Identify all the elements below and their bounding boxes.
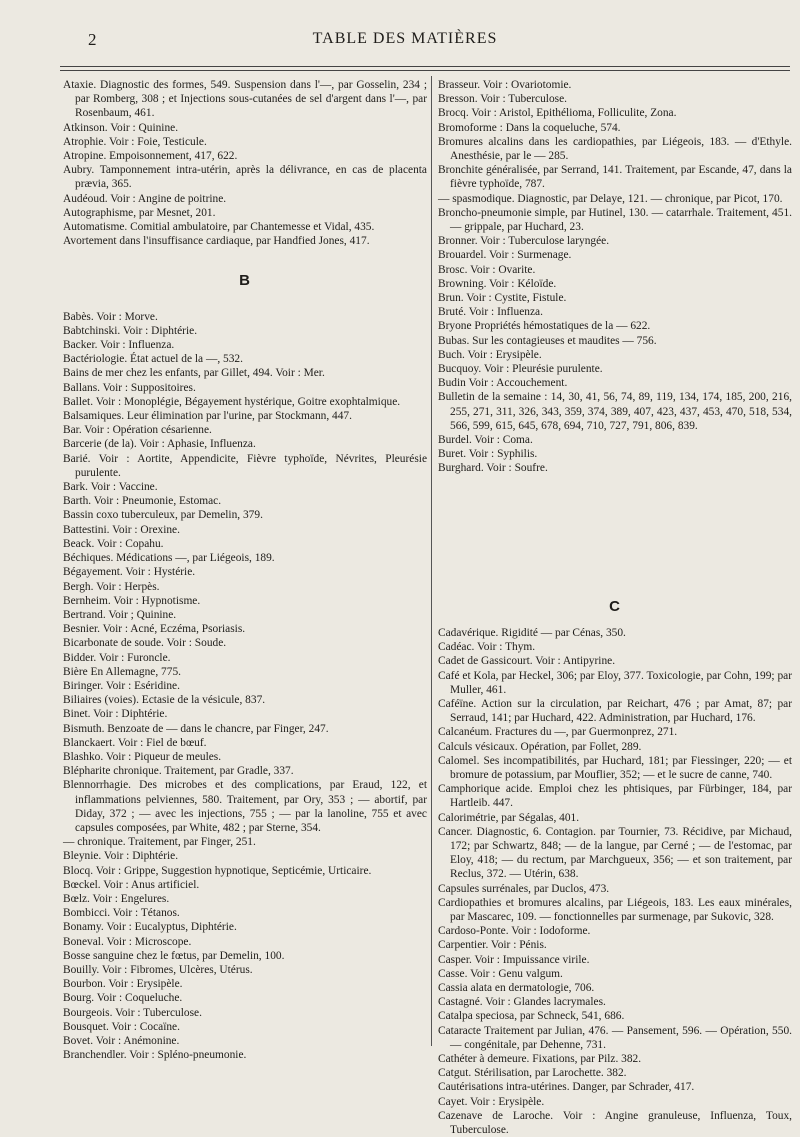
- section-letter-b: B: [239, 272, 251, 290]
- index-entry: Bains de mer chez les enfants, par Gillet, 494. Voir : Mer.: [63, 367, 325, 380]
- index-entry: Audéoud. Voir : Angine de poitrine.: [63, 192, 227, 205]
- running-title: TABLE DES MATIÈRES: [312, 30, 498, 47]
- index-entry: Bovet. Voir : Anémonine.: [63, 1035, 180, 1047]
- index-list-b-continued: [438, 78, 792, 476]
- header-rule-double: [60, 70, 790, 71]
- index-entry: Backer. Voir : Influenza.: [63, 339, 175, 352]
- index-entry: Barié. Voir : Aortite, Appendicite, Fièvre typhoïde, Névrites, Pleurésie purulente.: [63, 452, 427, 479]
- index-entry: Branchendler. Voir : Spléno-pneumonie.: [63, 1049, 247, 1062]
- index-entry: Aubry. Tamponnement intra-utérin, après la délivrance, en cas de placenta prævia, 365.: [63, 164, 427, 191]
- index-entry: Bleynie. Voir : Diphtérie.: [63, 850, 179, 863]
- index-entry: Binet. Voir : Diphtérie.: [63, 708, 168, 721]
- index-entry: Bœckel. Voir : Anus artificiel.: [63, 878, 200, 891]
- index-entry: Calorimétrie, par Ségalas, 401.: [438, 811, 580, 824]
- index-entry: Blépharite chronique. Traitement, par Gradle, 337.: [63, 765, 294, 778]
- index-entry: Bœlz. Voir : Engelures.: [63, 892, 170, 905]
- index-entry: Budin Voir : Accouchement.: [438, 377, 568, 390]
- index-entry: Casse. Voir : Genu valgum.: [438, 967, 563, 980]
- index-entry: Camphorique acide. Emploi chez les phtisiques, par Fürbinger, 184, par Hartleib. 447.: [438, 783, 792, 810]
- index-entry: Bière En Allemagne, 775.: [63, 665, 181, 678]
- index-entry: Cardiopathies et bromures alcalins, par Liégeois, 183. Les eaux minérales, par Mascarec, 109. — fonctionnelles par surmenage, par Sukovic, 328.: [438, 896, 792, 923]
- index-entry: Bourgeois. Voir : Tuberculose.: [63, 1006, 202, 1019]
- index-entry: Atropine. Empoisonnement, 417, 622.: [63, 150, 238, 163]
- index-entry: Besnier. Voir : Acné, Eczéma, Psoriasis.: [63, 623, 246, 636]
- index-entry: Bryone Propriétés hémostatiques de la — 622.: [438, 320, 651, 333]
- index-entry: Cataracte Traitement par Julian, 476. — Pansement, 596. — Opération, 550. — congénitale, par Dehenne, 731.: [438, 1024, 792, 1051]
- index-entry: Cardoso-Ponte. Voir : Iodoforme.: [438, 925, 591, 938]
- index-entry: Cathéter à demeure. Fixations, par Pilz. 382.: [438, 1052, 642, 1065]
- section-letter-c: C: [609, 597, 621, 615]
- index-entry: Cautérisations intra-utérines. Danger, par Schrader, 417.: [438, 1081, 695, 1094]
- index-entry: Babtchinski. Voir : Diphtérie.: [63, 324, 198, 337]
- index-entry: Caféïne. Action sur la circulation, par Reichart, 476 ; par Amat, 87; par Serraud, 141; par Huchard, 422. Administration, par Huchard, 176.: [438, 697, 792, 725]
- index-entry: Barcerie (de la). Voir : Aphasie, Influenza.: [63, 438, 256, 451]
- index-entry: Burdel. Voir : Coma.: [438, 434, 533, 447]
- index-entry: Bromoforme : Dans la coqueluche, 574.: [438, 121, 621, 134]
- index-entry: Atkinson. Voir : Quinine.: [63, 121, 179, 134]
- index-entry: Bourbon. Voir : Erysipèle.: [63, 978, 183, 991]
- index-entry: Brosc. Voir : Ovarite.: [438, 263, 536, 276]
- index-entry: Béchiques. Médications —, par Liégeois, 189.: [63, 552, 275, 565]
- index-entry: Bismuth. Benzoate de — dans le chancre, par Finger, 247.: [63, 722, 329, 735]
- index-entry: Biringer. Voir : Eséridine.: [63, 679, 180, 692]
- index-entry: Bubas. Sur les contagieuses et maudites — 756.: [438, 334, 657, 347]
- index-entry: Brouardel. Voir : Surmenage.: [438, 249, 572, 262]
- index-entry: Cazenave de Laroche. Voir : Angine granuleuse, Influenza, Toux, Tuberculose.: [438, 1109, 792, 1136]
- index-entry: Catalpa speciosa, par Schneck, 541, 686.: [438, 1010, 625, 1023]
- index-entry: Cancer. Diagnostic, 6. Contagion. par Tournier, 73. Récidive, par Michaud, 172; par Schwartz, 848; — de la langue, par Cerné ; — de l'estomac, par Eloy, 418; — du rectum, par Marchgueux, 356; — et son traitement, par Reclus, 372. — Utérin, 638.: [438, 825, 792, 881]
- index-entry: Bactériologie. État actuel de la —, 532.: [63, 353, 243, 366]
- index-entry: Bronchite généralisée, par Serrand, 141. Traitement, par Escande, 47, dans la fièvre typhoïde, 787.: [438, 164, 792, 191]
- index-entry: Brun. Voir : Cystite, Fistule.: [438, 292, 567, 305]
- index-entry: Catgut. Stérilisation, par Larochette. 382.: [438, 1067, 627, 1080]
- index-entry: Broncho-pneumonie simple, par Hutinel, 130. — catarrhale. Traitement, 451. — grippale, par Huchard, 23.: [438, 206, 792, 234]
- index-list-a: [63, 78, 427, 248]
- index-entry: Bégayement. Voir : Hystérie.: [63, 566, 196, 579]
- index-entry: Autographisme, par Mesnet, 201.: [63, 206, 216, 219]
- index-entry: Atrophie. Voir : Foie, Testicule.: [63, 135, 207, 148]
- index-entry: Bulletin de la semaine : 14, 30, 41, 56, 74, 89, 119, 134, 174, 185, 200, 216, 255, 271, 311, 326, 343, 359, 374, 389, 407, 423, 437, 453, 470, 518, 534, 566, 599, 615, 645, 678, 694, 710, 727, 791, 806, 839.: [438, 391, 792, 432]
- index-entry: Blennorrhagie. Des microbes et des complications, par Eraud, 122, et inflammations pelviennes, 580. Traitement, par Ory, 353 ; — abortif, par Diday, 372 ; — avec les injections, 755 ; — par la lanoline, 755 et avec capsules composées, par White, 482 ; par Sterne, 354.: [63, 779, 427, 834]
- index-entry: Casper. Voir : Impuissance virile.: [438, 953, 590, 966]
- index-entry: Blanckaert. Voir : Fiel de bœuf.: [63, 736, 207, 749]
- right-column: [438, 78, 792, 1137]
- index-entry: Carpentier. Voir : Pénis.: [438, 939, 547, 952]
- index-entry: Calculs vésicaux. Opération, par Follet, 289.: [438, 740, 642, 753]
- index-entry: Bassin coxo tuberculeux, par Demelin, 379.: [63, 509, 263, 522]
- index-entry: Automatisme. Comitial ambulatoire, par Chantemesse et Vidal, 435.: [63, 221, 375, 234]
- index-entry: Boneval. Voir : Microscope.: [63, 935, 192, 948]
- index-entry: Burghard. Voir : Soufre.: [438, 462, 548, 475]
- index-entry: Cayet. Voir : Erysipèle.: [438, 1095, 545, 1108]
- index-entry: Bourg. Voir : Coqueluche.: [63, 992, 183, 1005]
- index-entry: Bicarbonate de soude. Voir : Soude.: [63, 637, 227, 650]
- index-entry: — spasmodique. Diagnostic, par Delaye, 121. — chronique, par Picot, 170.: [438, 192, 783, 205]
- index-list-b: [63, 310, 427, 1063]
- index-entry: Bertrand. Voir ; Quinine.: [63, 608, 177, 621]
- index-entry: Calcanéum. Fractures du —, par Guermonprez, 271.: [438, 726, 678, 739]
- index-entry: Cadavérique. Rigidité — par Cénas, 350.: [438, 626, 626, 639]
- index-entry: Bar. Voir : Opération césarienne.: [63, 424, 212, 437]
- index-entry: Bousquet. Voir : Cocaïne.: [63, 1020, 180, 1033]
- index-entry: Bernheim. Voir : Hypnotisme.: [63, 594, 201, 607]
- left-column: [63, 78, 427, 1062]
- index-entry: Ballans. Voir : Suppositoires.: [63, 381, 196, 394]
- index-entry: Bosse sanguine chez le fœtus, par Demelin, 100.: [63, 949, 285, 962]
- index-entry: Brocq. Voir : Aristol, Epithélioma, Folliculite, Zona.: [438, 107, 677, 120]
- index-entry: Biliaires (voies). Ectasie de la vésicule, 837.: [63, 694, 266, 707]
- index-entry: Bidder. Voir : Furoncle.: [63, 651, 171, 664]
- index-entry: Barth. Voir : Pneumonie, Estomac.: [63, 495, 222, 508]
- index-entry: Battestini. Voir : Orexine.: [63, 523, 180, 536]
- index-entry: Ballet. Voir : Monoplégie, Bégayement hystérique, Goitre exophtalmique.: [63, 395, 401, 408]
- index-entry: Calomel. Ses incompatibilités, par Huchard, 181; par Fiessinger, 220; — et bromure de potassium, par Mouflier, 352; — et le sucre de canne, 740.: [438, 754, 792, 781]
- index-list-c: [438, 626, 792, 1137]
- index-entry: Buch. Voir : Erysipèle.: [438, 348, 542, 361]
- page-number: 2: [88, 30, 97, 49]
- page-header: [80, 28, 730, 56]
- index-entry: Bark. Voir : Vaccine.: [63, 481, 158, 494]
- index-entry: Bruté. Voir : Influenza.: [438, 306, 543, 319]
- index-entry: Buret. Voir : Syphilis.: [438, 448, 538, 461]
- index-entry: Café et Kola, par Heckel, 306; par Eloy, 377. Toxicologie, par Cohn, 199; par Muller, 461.: [438, 669, 792, 696]
- index-entry: Blashko. Voir : Piqueur de meules.: [63, 750, 222, 763]
- index-entry: Bresson. Voir : Tuberculose.: [438, 93, 567, 106]
- index-entry: Bouilly. Voir : Fibromes, Ulcères, Utérus.: [63, 963, 253, 976]
- index-entry: Browning. Voir : Kéloïde.: [438, 277, 557, 290]
- index-entry: Beack. Voir : Copahu.: [63, 537, 164, 550]
- index-entry: Cadet de Gassicourt. Voir : Antipyrine.: [438, 655, 616, 668]
- column-divider: [431, 76, 432, 1046]
- index-entry: Babès. Voir : Morve.: [63, 310, 158, 323]
- header-rule: [60, 66, 790, 67]
- index-entry: — chronique. Traitement, par Finger, 251.: [63, 836, 256, 849]
- index-entry: Avortement dans l'insuffisance cardiaque, par Handfied Jones, 417.: [63, 235, 370, 248]
- index-entry: Balsamiques. Leur élimination par l'urine, par Stockmann, 447.: [63, 410, 352, 423]
- index-entry: Cadéac. Voir : Thym.: [438, 641, 536, 654]
- index-entry: Capsules surrénales, par Duclos, 473.: [438, 882, 610, 895]
- index-entry: Bergh. Voir : Herpès.: [63, 580, 160, 593]
- index-entry: Bromures alcalins dans les cardiopathies, par Liégeois, 183. — d'Ethyle. Anesthésie, par le — 285.: [438, 135, 792, 163]
- index-entry: Bombicci. Voir : Tétanos.: [63, 907, 180, 920]
- index-entry: Bucquoy. Voir : Pleurésie purulente.: [438, 363, 603, 376]
- index-entry: Bonamy. Voir : Eucalyptus, Diphtérie.: [63, 921, 237, 934]
- index-entry: Castagné. Voir : Glandes lacrymales.: [438, 996, 606, 1009]
- index-entry: Cassia alata en dermatologie, 706.: [438, 981, 595, 994]
- index-entry: Blocq. Voir : Grippe, Suggestion hypnotique, Septicémie, Urticaire.: [63, 864, 372, 877]
- index-entry: Ataxie. Diagnostic des formes, 549. Suspension dans l'—, par Gosselin, 234 ; par Romberg, 308 ; et Injections sous-cutanées de sel d'argent dans l'—, par Rosenbaum, 461.: [63, 79, 427, 120]
- index-entry: Bronner. Voir : Tuberculose laryngée.: [438, 235, 610, 248]
- index-entry: Brasseur. Voir : Ovariotomie.: [438, 79, 572, 91]
